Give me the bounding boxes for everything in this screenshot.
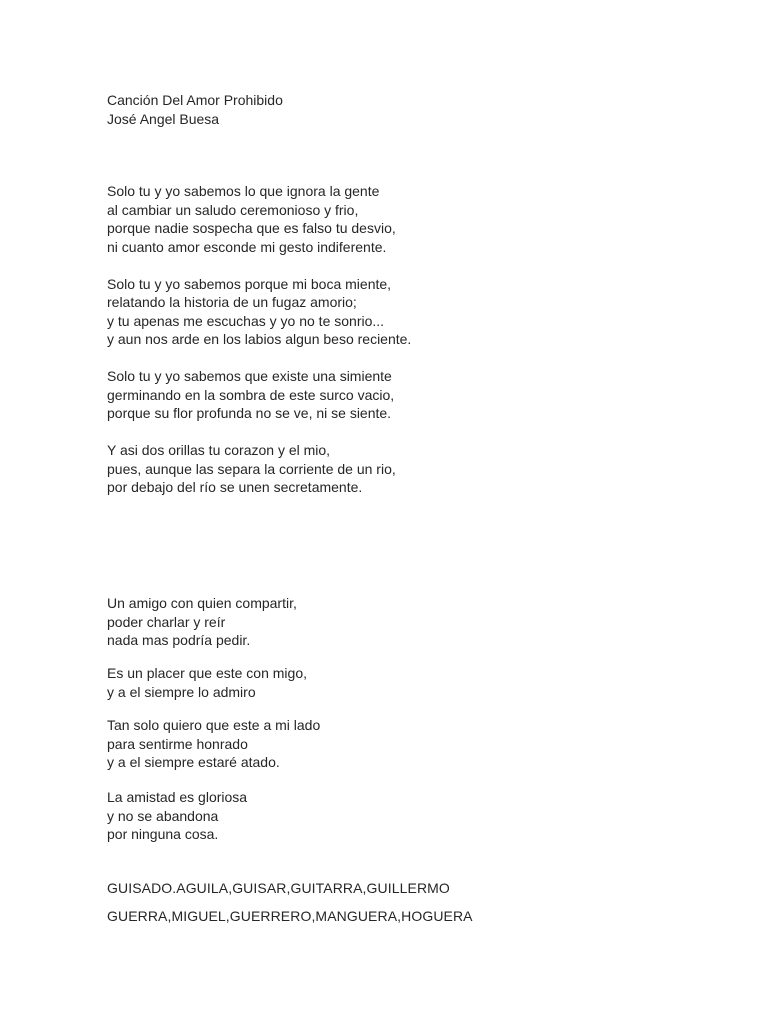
poem-1-stanza	[107, 441, 411, 497]
verse-line: ni cuanto amor esconde mi gesto indiferente.	[107, 238, 387, 255]
poem-1-stanza	[107, 275, 411, 349]
poem-1	[107, 182, 411, 497]
verse-line: Es un placer que este con migo,	[107, 665, 308, 681]
word-list-gue: GUERRA,MIGUEL,GUERRERO,MANGUERA,HOGUERA	[107, 908, 473, 924]
verse-line: porque su flor profunda no se ve, ni se siente.	[107, 405, 392, 421]
verse-line: y aun nos arde en los labios algun beso reciente.	[107, 331, 412, 347]
poem-author: José Angel Buesa	[107, 110, 220, 127]
verse-line: y tu apenas me escuchas y yo no te sonrio...	[107, 312, 385, 329]
verse-line: y a el siempre lo admiro	[107, 683, 256, 700]
verse-line: Y asi dos orillas tu corazon y el mio,	[107, 442, 331, 458]
poem-2-stanza	[107, 594, 297, 650]
verse-line: al cambiar un saludo ceremonioso y frio,	[107, 201, 359, 218]
poem-title: Canción Del Amor Prohibido	[107, 92, 283, 108]
verse-line: por debajo del río se unen secretamente.	[107, 479, 363, 495]
verse-line: y a el siempre estaré atado.	[107, 754, 280, 770]
verse-line: Solo tu y yo sabemos que existe una simiente	[107, 368, 392, 384]
verse-line: y no se abandona	[107, 807, 219, 824]
verse-line: Tan solo quiero que este a mi lado	[107, 717, 321, 733]
verse-line: pues, aunque las separa la corriente de un rio,	[107, 460, 396, 477]
verse-line: germinando en la sombra de este surco vacio,	[107, 386, 395, 403]
poem-2-stanza	[107, 788, 247, 844]
verse-line: Solo tu y yo sabemos lo que ignora la gente	[107, 183, 380, 199]
verse-line: poder charlar y reír	[107, 613, 226, 630]
poem-1-stanza	[107, 367, 411, 423]
verse-line: para sentirme honrado	[107, 735, 248, 752]
word-list-gui: GUISADO.AGUILA,GUISAR,GUITARRA,GUILLERMO	[107, 880, 450, 896]
poem-2	[107, 594, 297, 650]
poem-header	[107, 91, 283, 128]
verse-line: Solo tu y yo sabemos porque mi boca miente,	[107, 275, 392, 292]
verse-line: porque nadie sospecha que es falso tu desvio,	[107, 220, 396, 236]
verse-line: La amistad es gloriosa	[107, 789, 248, 805]
verse-line: por ninguna cosa.	[107, 826, 219, 842]
poem-1-stanza	[107, 182, 411, 256]
verse-line: Un amigo con quien compartir,	[107, 595, 297, 611]
poem-2-stanza	[107, 716, 320, 772]
verse-line: nada mas podría pedir.	[107, 632, 251, 648]
verse-line: relatando la historia de un fugaz amorio;	[107, 294, 357, 310]
poem-2-stanza	[107, 664, 307, 701]
